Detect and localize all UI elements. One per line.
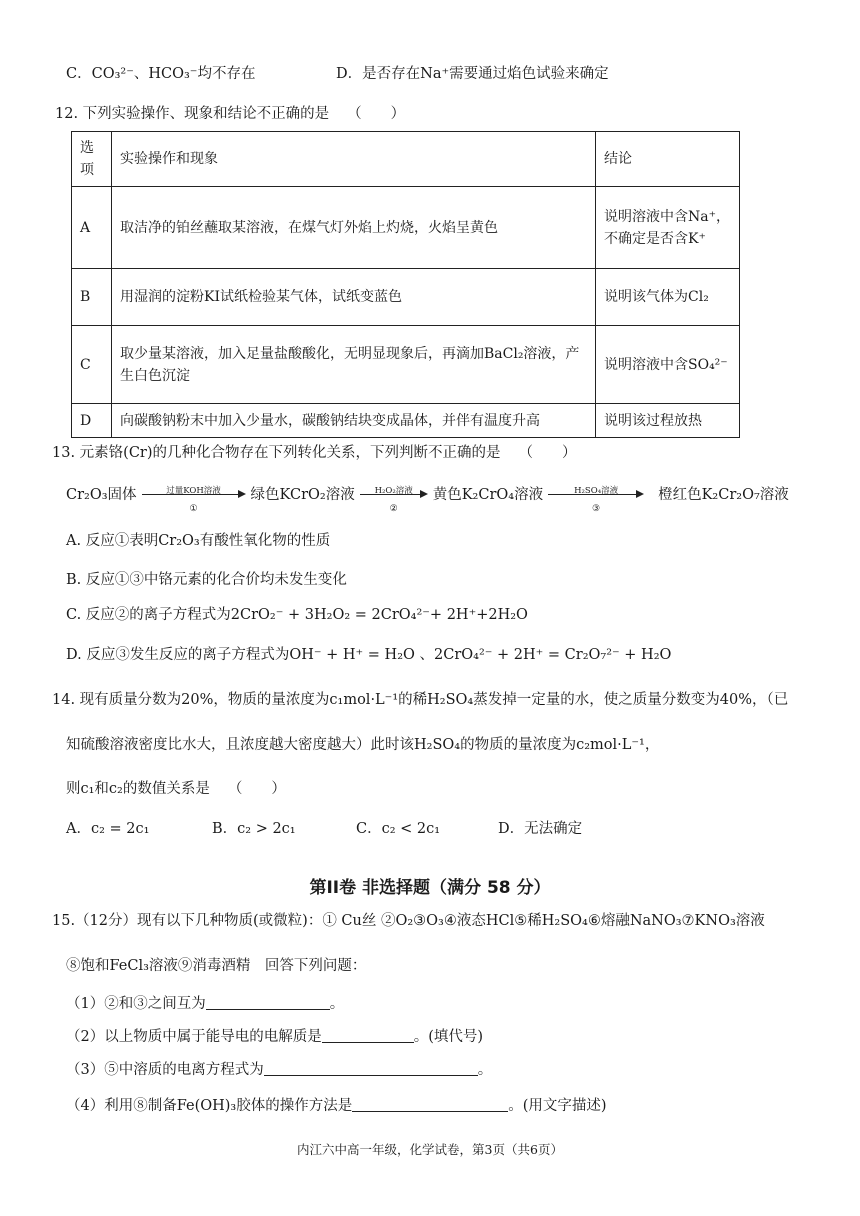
row-operation: 用湿润的淀粉KI试纸检验某气体，试纸变蓝色	[112, 269, 596, 326]
q15-sub-2-answer-blank[interactable]	[322, 1027, 414, 1043]
arrow-1-reagent: 过量KOH溶液	[166, 486, 221, 496]
q15-sub-1	[66, 994, 344, 1014]
table-row	[72, 404, 740, 438]
chain-species-1: Cr₂O₃固体	[66, 487, 137, 503]
q11-option-d: D．是否存在Na⁺需要通过焰色试验来确定	[336, 66, 609, 82]
row-option: D	[72, 404, 112, 438]
q14-answer-paren: （ ）	[227, 781, 286, 797]
header-operation: 实验操作和现象	[112, 132, 596, 187]
reaction-arrow-3	[546, 484, 646, 514]
arrow-3-reagent: H₂SO₄溶液	[574, 486, 619, 496]
q13-stem	[52, 443, 577, 463]
row-option: B	[72, 269, 112, 326]
q13-option-b: B. 反应①③中铬元素的化合价均未发生变化	[66, 572, 347, 588]
q14-line-1: 14. 现有质量分数为20%，物质的量浓度为c₁mol·L⁻¹的稀H₂SO₄蒸发掉一定量的水，使之质量分数变为40%，（已	[52, 692, 789, 708]
q12-table	[71, 131, 740, 438]
q14-option-c: C．c₂ < 2c₁	[356, 821, 441, 837]
page-footer: 内江六中高一年级，化学试卷，第3页（共6页）	[297, 1142, 563, 1157]
row-operation: 向碳酸钠粉末中加入少量水，碳酸钠结块变成晶体，并伴有温度升高	[112, 404, 596, 438]
table-row	[72, 187, 740, 269]
q15-line-1: 15.（12分）现有以下几种物质(或微粒)：① Cu丝 ②O₂③O₃④液态HCl⑤稀H₂SO₄⑥熔融NaNO₃⑦KNO₃溶液	[52, 913, 765, 929]
q15-sub-1-end: 。	[329, 996, 345, 1012]
q15-sub-3-prompt: （3）⑤中溶质的电离方程式为	[66, 1062, 264, 1078]
arrow-1-number: ①	[189, 504, 198, 514]
q13-option-c: C. 反应②的离子方程式为2CrO₂⁻ + 3H₂O₂ = 2CrO₄²⁻+ 2H⁺+2H₂O	[66, 607, 528, 623]
q15-sub-3-answer-blank[interactable]	[264, 1060, 478, 1076]
q13-option-a: A. 反应①表明Cr₂O₃有酸性氧化物的性质	[66, 533, 331, 549]
q14-option-d: D．无法确定	[498, 821, 583, 837]
table-row	[72, 269, 740, 326]
q14-line-3-text: 则c₁和c₂的数值关系是	[66, 781, 210, 797]
row-option: C	[72, 326, 112, 404]
q13-stem-text: 13. 元素铬(Cr)的几种化合物存在下列转化关系，下列判断不正确的是	[52, 445, 501, 461]
row-conclusion: 说明该气体为Cl₂	[596, 269, 740, 326]
row-conclusion: 说明溶液中含Na⁺，不确定是否含K⁺	[596, 187, 740, 269]
q13-conversion-chain	[66, 484, 789, 514]
q12-answer-paren: （ ）	[347, 106, 406, 122]
chain-species-2: 绿色KCrO₂溶液	[250, 487, 355, 503]
q13-option-d: D. 反应③发生反应的离子方程式为OH⁻ + H⁺ = H₂O 、2CrO₄²⁻ + 2H⁺ = Cr₂O₇²⁻ + H₂O	[66, 647, 672, 663]
q14-line-3	[66, 779, 286, 799]
row-conclusion: 说明该过程放热	[596, 404, 740, 438]
q15-sub-2-prompt: （2）以上物质中属于能导电的电解质是	[66, 1029, 322, 1045]
row-option: A	[72, 187, 112, 269]
header-option: 选项	[72, 132, 112, 187]
q15-sub-4-end: 。(用文字描述)	[508, 1098, 607, 1114]
arrow-2-number: ②	[389, 504, 398, 514]
q15-sub-1-answer-blank[interactable]	[206, 994, 330, 1010]
table-row	[72, 326, 740, 404]
q13-answer-paren: （ ）	[518, 445, 577, 461]
q14-option-a: A．c₂ = 2c₁	[66, 821, 150, 837]
reaction-arrow-2	[358, 484, 430, 514]
q14-line-2: 知硫酸溶液密度比水大，且浓度越大密度越大）此时该H₂SO₄的物质的量浓度为c₂mol·L⁻¹，	[66, 737, 660, 753]
q11-option-c: C．CO₃²⁻、HCO₃⁻均不存在	[66, 66, 256, 82]
table-header-row	[72, 132, 740, 187]
section-2-title: 第II卷 非选择题（满分 58 分）	[309, 878, 551, 898]
q15-sub-4	[66, 1096, 607, 1116]
q15-sub-1-prompt: （1）②和③之间互为	[66, 996, 206, 1012]
q12-stem-text: 12. 下列实验操作、现象和结论不正确的是	[55, 106, 330, 122]
q15-sub-4-prompt: （4）利用⑧制备Fe(OH)₃胶体的操作方法是	[66, 1098, 353, 1114]
reaction-arrow-1	[140, 484, 248, 514]
arrow-2-reagent: H₂O₂溶液	[374, 486, 413, 496]
q12-stem	[55, 104, 405, 124]
chain-species-4: 橙红色K₂Cr₂O₇溶液	[658, 487, 789, 503]
q15-sub-3-end: 。	[477, 1062, 493, 1078]
q15-line-2: ⑧饱和FeCl₃溶液⑨消毒酒精 回答下列问题：	[66, 958, 367, 974]
row-operation: 取少量某溶液，加入足量盐酸酸化，无明显现象后，再滴加BaCl₂溶液，产生白色沉淀	[112, 326, 596, 404]
row-operation: 取洁净的铂丝蘸取某溶液，在煤气灯外焰上灼烧，火焰呈黄色	[112, 187, 596, 269]
q15-sub-4-answer-blank[interactable]	[352, 1096, 508, 1112]
q15-sub-3	[66, 1060, 492, 1080]
q14-option-b: B．c₂ > 2c₁	[212, 821, 296, 837]
q15-sub-2-end: 。(填代号)	[413, 1029, 484, 1045]
row-conclusion: 说明溶液中含SO₄²⁻	[596, 326, 740, 404]
q15-sub-2	[66, 1027, 483, 1047]
arrow-3-number: ③	[592, 504, 601, 514]
header-conclusion: 结论	[596, 132, 740, 187]
chain-species-3: 黄色K₂CrO₄溶液	[432, 487, 544, 503]
